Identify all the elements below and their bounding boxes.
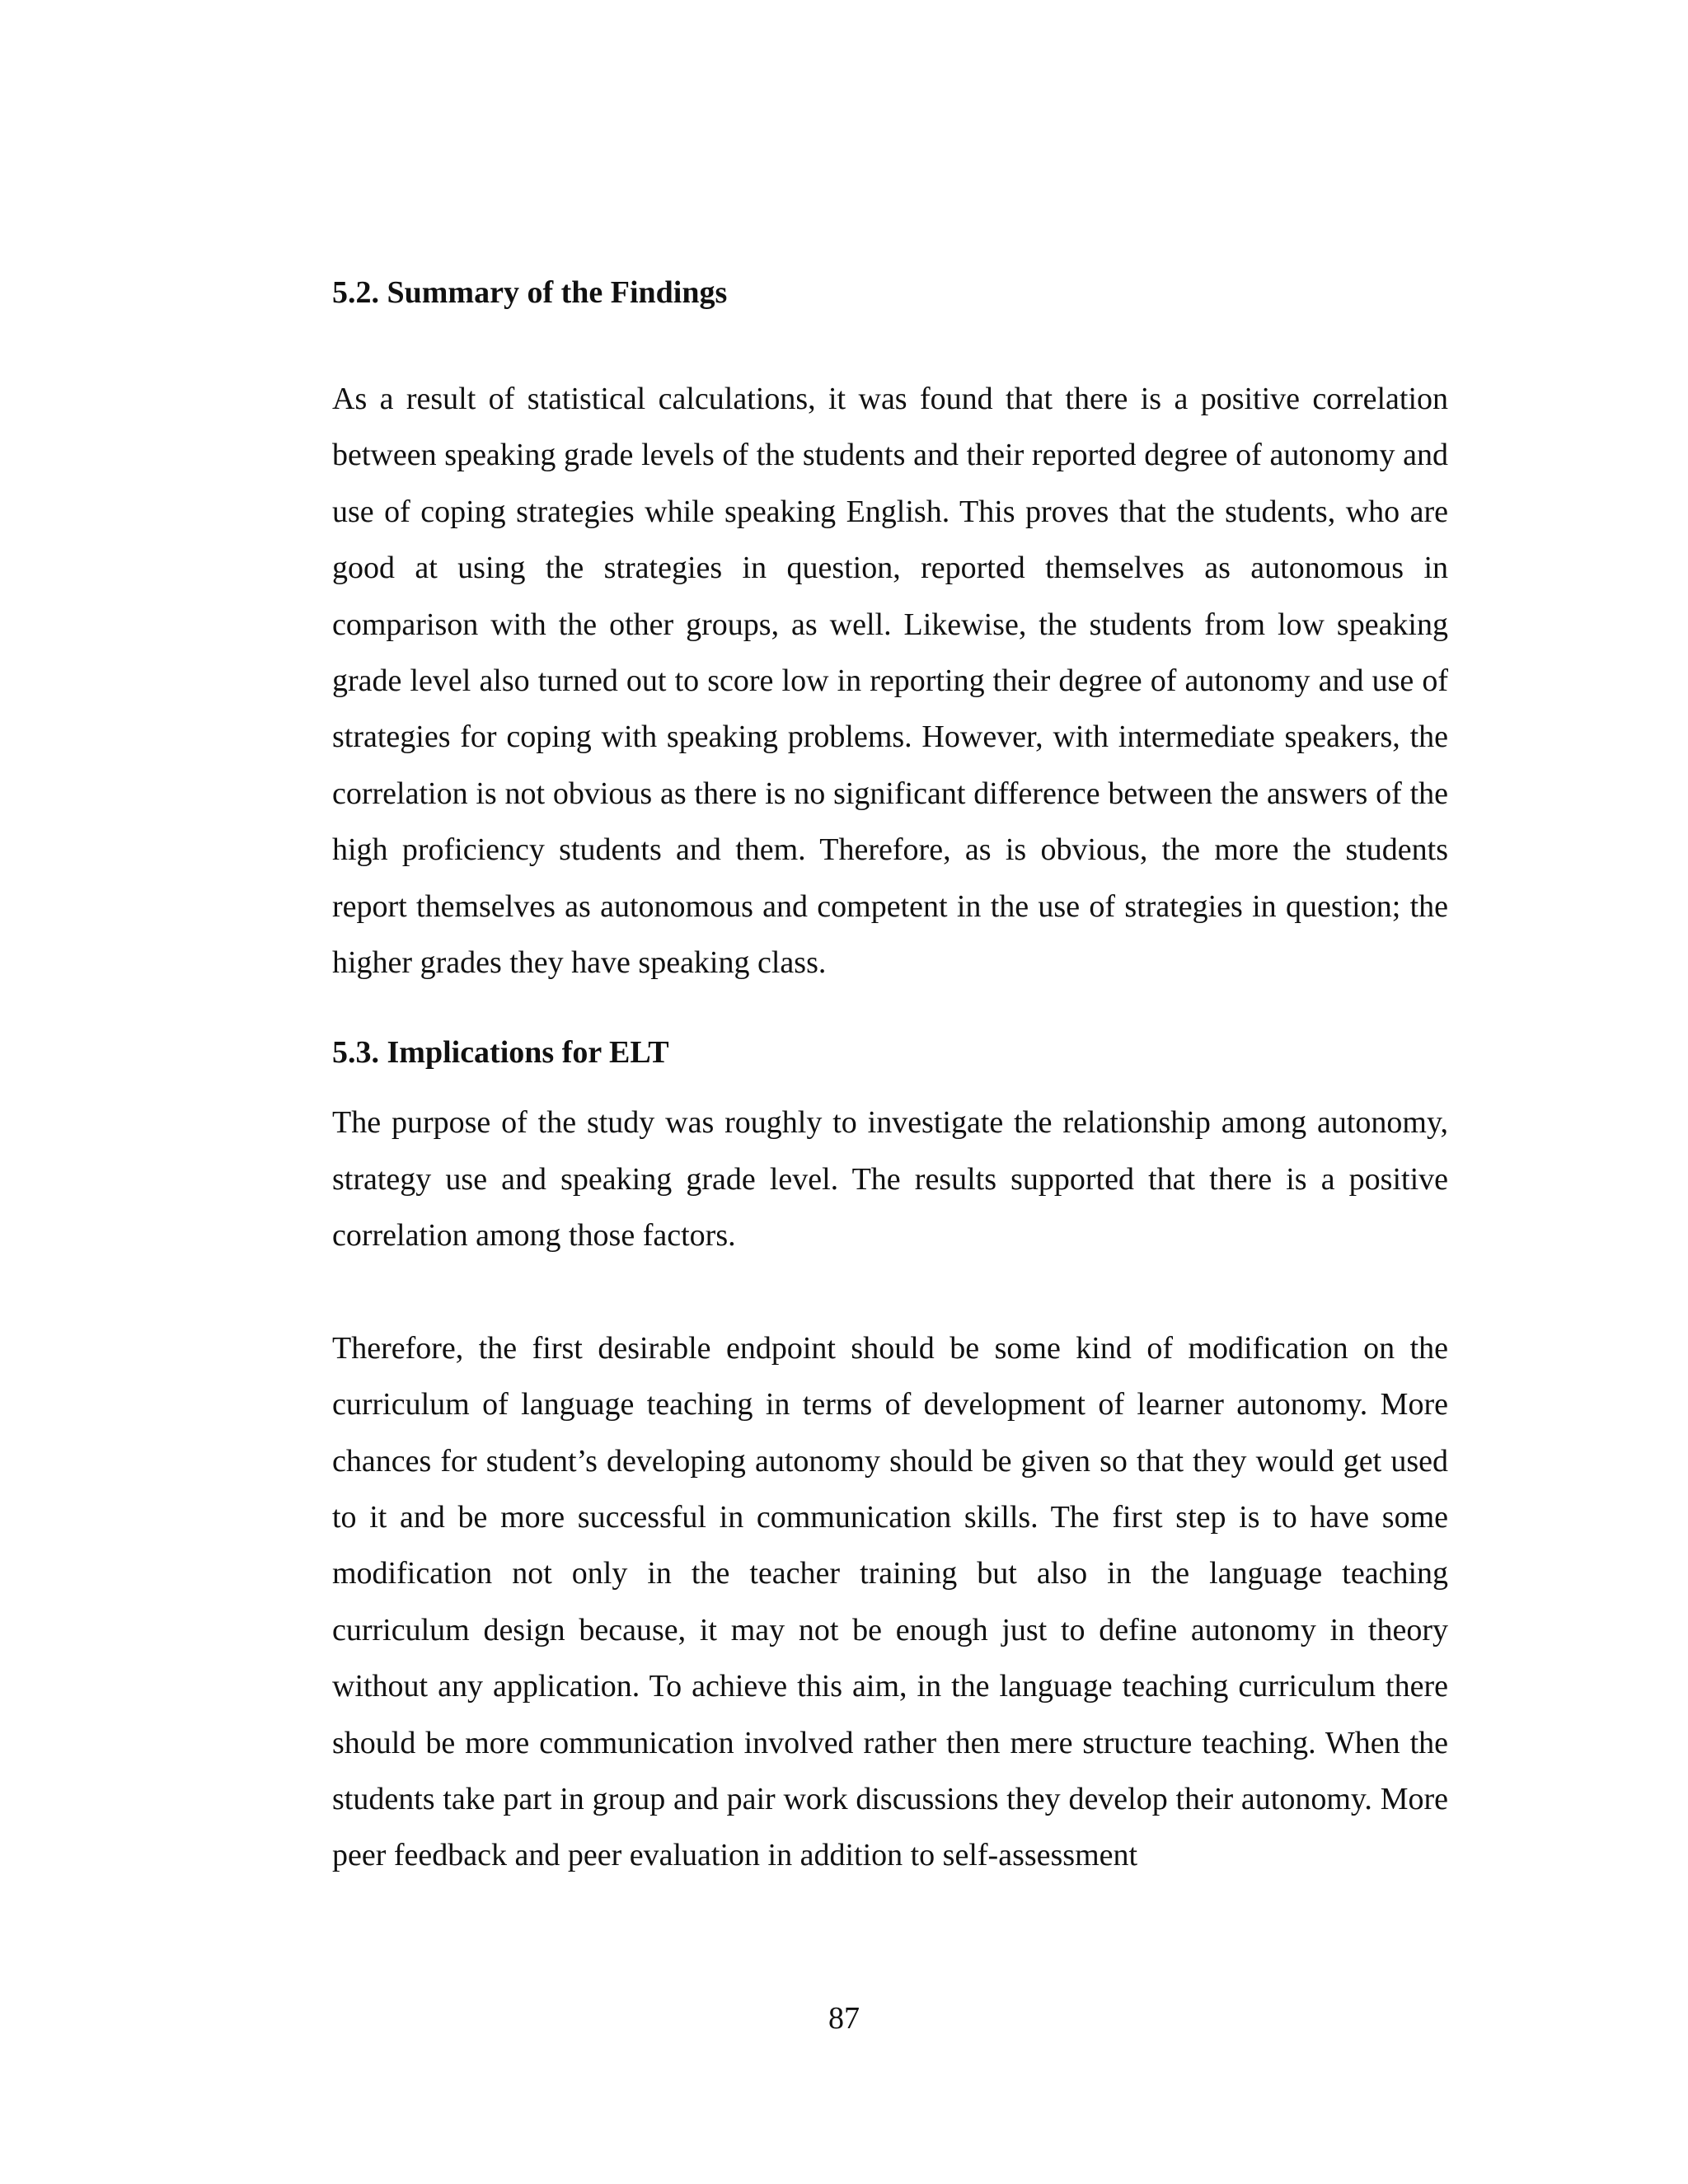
section-heading-summary-of-findings: 5.2. Summary of the Findings	[332, 275, 728, 310]
paragraph-curriculum-modification: Therefore, the first desirable endpoint should be some kind of modification on the curriculum of language teaching in terms of development of learner autonomy. More chances for student’s developing autonomy should be given so that they would get used to it and be more successful in communication skills. The first step is to have some modification not only in the teacher training but also in the language teaching curriculum design because, it may not be enough just to define autonomy in theory without any application. To achieve this aim, in the language teaching curriculum there should be more communication involved rather then mere structure teaching. When the students take part in group and pair work discussions they develop their autonomy. More peer feedback and peer evaluation in addition to self-assessment	[332, 1330, 1448, 1873]
paragraph-summary-findings: As a result of statistical calculations, it was found that there is a positive correlation between speaking grade levels of the students and their reported degree of autonomy and use of coping strategies while speaking English. This proves that the students, who are good at using the strategies in question, reported themselves as autonomous in comparison with the other groups, as well. Likewise, the students from low speaking grade level also turned out to score low in reporting their degree of autonomy and use of strategies for coping with speaking problems. However, with intermediate speakers, the correlation is not obvious as there is no significant difference between the answers of the high proficiency students and them. Therefore, as is obvious, the more the students report themselves as autonomous and competent in the use of strategies in question; the higher grades they have speaking class.	[332, 382, 1448, 981]
page-number: 87	[828, 2001, 860, 2036]
page-content	[332, 269, 1448, 1884]
paragraph-study-purpose: The purpose of the study was roughly to investigate the relationship among autonomy, strategy use and speaking grade level. The results supported that there is a positive correlation among those factors.	[332, 1105, 1448, 1254]
section-heading-implications-for-elt: 5.3. Implications for ELT	[332, 1035, 669, 1071]
